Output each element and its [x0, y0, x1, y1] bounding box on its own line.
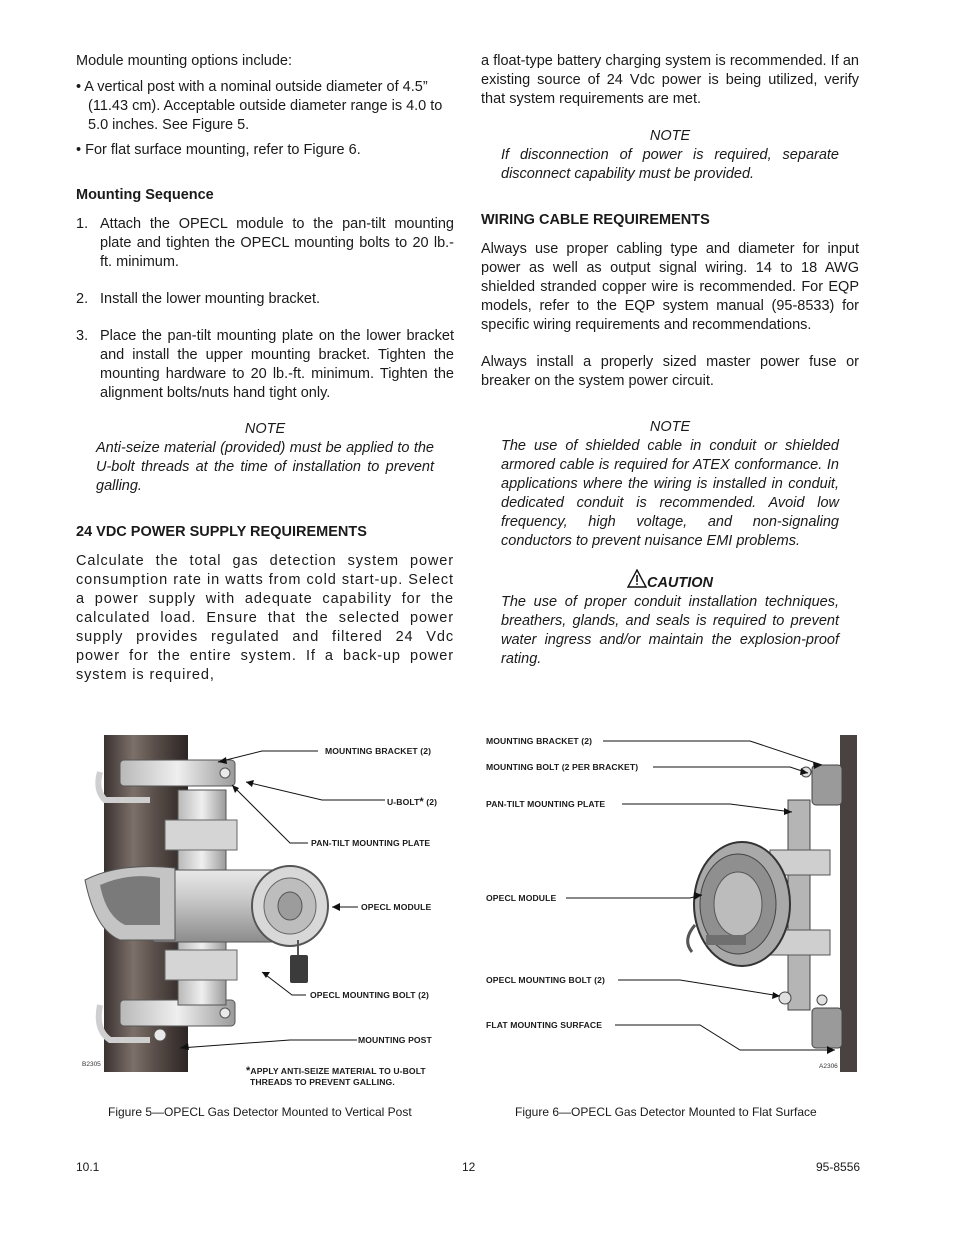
footnote-line-2: THREADS TO PREVENT GALLING. [250, 1077, 395, 1087]
footnote-anti-seize [246, 1066, 426, 1088]
mounting-sequence-heading: Mounting Sequence [76, 187, 214, 203]
caution-label: CAUTION [646, 575, 714, 591]
figure-5-caption: Figure 5—OPECL Gas Detector Mounted to Vertical Post [108, 1105, 412, 1119]
wiring-paragraph-2: Always install a properly sized master power fuse or breaker on the system power circuit. [481, 354, 859, 389]
caution-title [481, 569, 859, 593]
power-supply-continued: a float-type battery charging system is recommended. If an existing source of 24 Vdc power is being utilized, verify that system requirements are met. [481, 53, 859, 107]
footer-page-number: 12 [462, 1160, 476, 1174]
step-text: Place the pan-tilt mounting plate on the lower bracket and install the upper mounting bracket. Tighten the mounting hardware to 20 lb.-ft. minimum. Tighten the alignment bolts/nuts hand tight only. [100, 328, 454, 401]
note-title: NOTE [244, 421, 286, 437]
step-number: 3. [76, 328, 89, 344]
footer-document-number: 95-8556 [816, 1160, 861, 1174]
step-number: 2. [76, 291, 89, 307]
wiring-heading: WIRING CABLE REQUIREMENTS [481, 212, 710, 228]
callout-mounting-post: MOUNTING POST [358, 1035, 432, 1045]
caution-text: The use of proper conduit installation techniques, breathers, glands, and seals is required to prevent water ingress and/or maintain the explosion-proof rating. [501, 594, 839, 667]
note-anti-seize: Anti-seize material (provided) must be applied to the U-bolt threads at the time of installation to prevent galling. [96, 440, 434, 494]
callout-mounting-bolt: MOUNTING BOLT (2 PER BRACKET) [486, 762, 639, 772]
left-column [76, 52, 454, 685]
callout-opecl-module: OPECL MODULE [361, 902, 432, 912]
asterisk: * [246, 1065, 251, 1077]
bullet-flat: • For flat surface mounting, refer to Figure 6. [76, 142, 361, 158]
callout-pan-tilt-plate: PAN-TILT MOUNTING PLATE [311, 838, 431, 848]
callout-pan-tilt-plate: PAN-TILT MOUNTING PLATE [486, 799, 606, 809]
power-supply-text: Calculate the total gas detection system power consumption rate in watts from cold start-up. Select a power supply with adequate capability for the calculated load. Ensure that the selected power supply provides regulated and filtered 24 Vdc power for the entire system. If a back-up power system is required, [76, 553, 454, 683]
step-text: Install the lower mounting bracket. [100, 291, 321, 307]
asterisk: * [419, 796, 424, 808]
bullet-post: • A vertical post with a nominal outside diameter of 4.5” (11.43 cm). Acceptable outside diameter range is 4.0 to 5.0 inches. See Figure 5. [76, 79, 443, 133]
figure-6-caption: Figure 6—OPECL Gas Detector Mounted to Flat Surface [515, 1105, 817, 1119]
note-title: NOTE [649, 419, 691, 435]
callout-u-bolt-count: (2) [423, 797, 438, 807]
note-shielded-cable: The use of shielded cable in conduit or shielded armored cable is required for ATEX conformance. In applications where the wiring is installed in conduit, dedicated conduit is recommended. Avoid low frequency, high voltage, and non-signaling conductors to prevent nuisance EMI problems. [501, 438, 839, 549]
callout-opecl-module: OPECL MODULE [486, 893, 557, 903]
step-1 [76, 215, 454, 272]
intro-text: Module mounting options include: [76, 53, 293, 69]
footer-revision: 10.1 [76, 1160, 100, 1174]
figure-code: B2305 [82, 1061, 101, 1068]
step-3 [76, 327, 454, 403]
callout-mounting-bracket: MOUNTING BRACKET (2) [486, 736, 593, 746]
warning-triangle-icon [627, 569, 647, 588]
note-disconnect: If disconnection of power is required, separate disconnect capability must be provided. [501, 147, 839, 182]
figure-code: A2306 [819, 1063, 838, 1070]
callout-mounting-bracket: MOUNTING BRACKET (2) [325, 746, 432, 756]
step-text: Attach the OPECL module to the pan-tilt mounting plate and tighten the OPECL mounting bolts to 20 lb.-ft. minimum. [100, 216, 454, 270]
wiring-paragraph-1: Always use proper cabling type and diameter for input power as well as output signal wiring. 14 to 18 AWG shielded stranded copper wire is recommended. For EQP models, refer to the EQP system manual (95-8533) for specific wiring requirements and recommendations. [481, 241, 859, 333]
footnote-line-1: APPLY ANTI-SEIZE MATERIAL TO U-BOLT [250, 1066, 426, 1076]
callout-flat-mounting-surface: FLAT MOUNTING SURFACE [486, 1020, 603, 1030]
right-column [481, 52, 859, 669]
note-title: NOTE [649, 128, 691, 144]
step-2 [76, 290, 454, 309]
callout-opecl-mounting-bolt: OPECL MOUNTING BOLT (2) [310, 990, 429, 1000]
step-number: 1. [76, 216, 89, 232]
callout-u-bolt-label: U-BOLT [387, 797, 420, 807]
callout-opecl-mounting-bolt: OPECL MOUNTING BOLT (2) [486, 975, 605, 985]
callout-u-bolt [387, 796, 437, 808]
power-supply-heading: 24 VDC POWER SUPPLY REQUIREMENTS [76, 524, 367, 540]
